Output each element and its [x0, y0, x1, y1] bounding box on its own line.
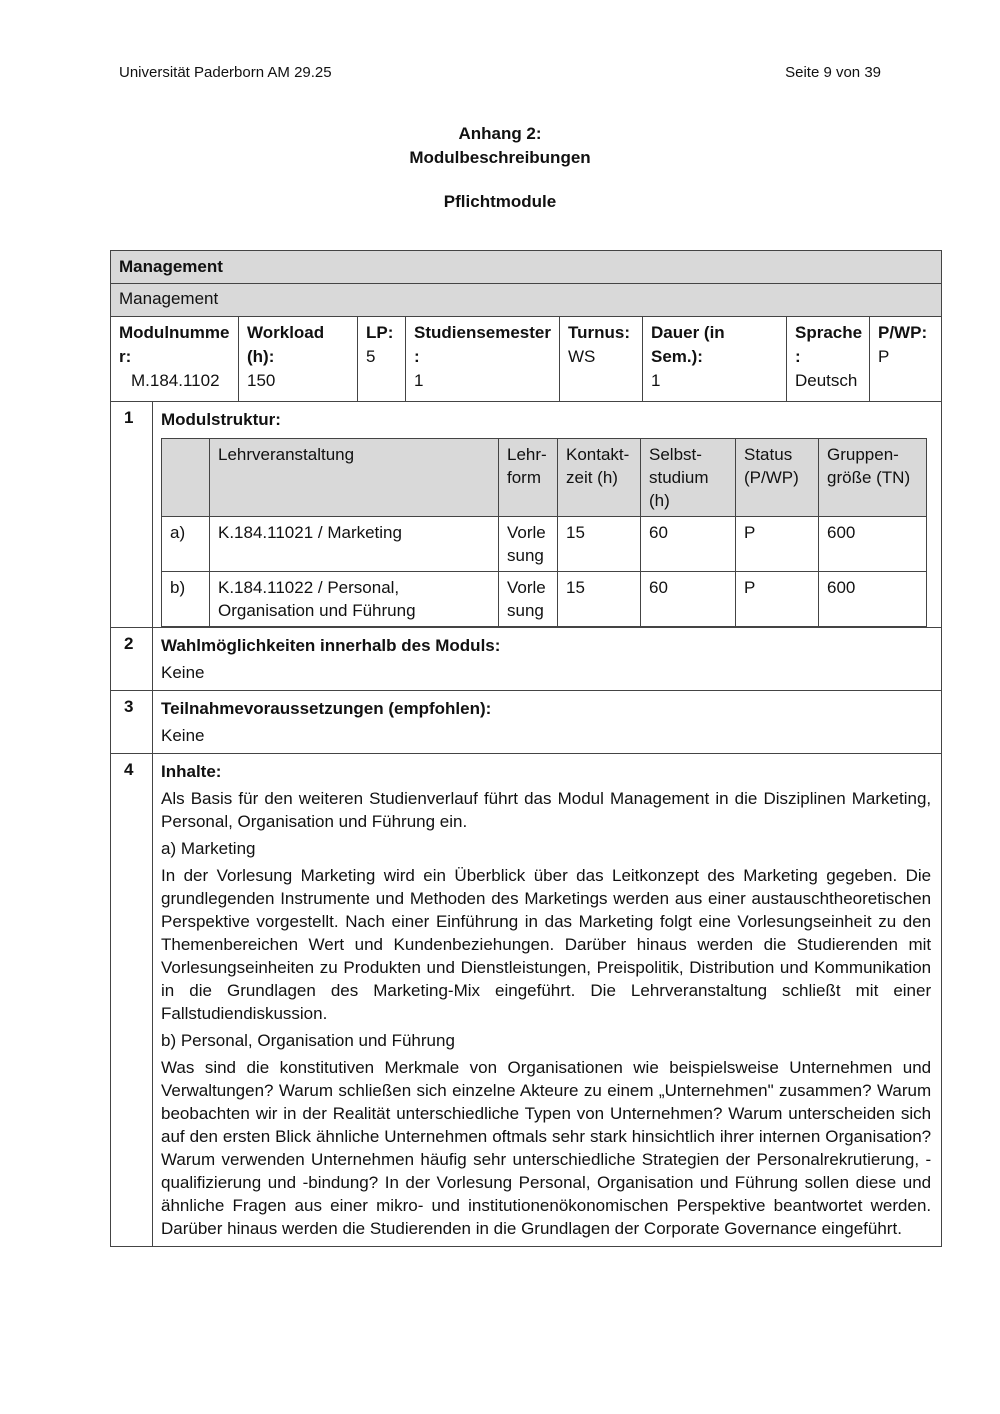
meta-value: 1 [651, 371, 661, 390]
section-heading: Inhalte: [161, 762, 222, 781]
module-title: Management [111, 251, 942, 284]
meta-label: LP: [366, 323, 394, 342]
document-titles [0, 122, 1000, 214]
section-contents [153, 754, 942, 1247]
row-form: Vorle sung [499, 517, 558, 572]
meta-duration [643, 317, 787, 402]
meta-lp [358, 317, 406, 402]
meta-value: 5 [366, 347, 376, 366]
row-group: 600 [819, 517, 927, 572]
row-status: P [736, 572, 819, 627]
meta-value: Deutsch [795, 371, 858, 390]
col-header: Lehrveranstaltung [210, 439, 499, 517]
module-subtitle: Management [111, 284, 942, 317]
contents-a-title: a) Marketing [161, 839, 256, 858]
section-number: 1 [111, 402, 153, 628]
meta-semester [406, 317, 560, 402]
meta-value: 150 [247, 371, 276, 390]
col-header: Lehr- form [499, 439, 558, 517]
meta-workload [239, 317, 358, 402]
section-module-structure [153, 402, 942, 628]
course-table-header [162, 439, 927, 517]
meta-value: P [878, 347, 890, 366]
course-table [161, 438, 927, 627]
contents-b-text: Was sind die konstitutiven Merkmale von Organisationen wie beispielsweise Unternehmen und Verwaltungen? Warum schließen sich einzelne Akteure zu einem „Unternehmen" zusammen? Warum beobachten wir in der Realität unterschiedliche Typen von Unternehmen? Warum unterscheiden sich auf den ersten Blick ähnliche Unternehmen oftmals sehr stark hinsichtlich ihrer internen Organisation? Warum verwenden Unternehmen häufig sehr unterschiedliche Strategien der Personalrekrutierung, -qualifizierung und -bindung? In der Vorlesung Personal, Organisation und Führung sollen diese und ähnliche Fragen aus einer mikro- und institutionenökonomischen Perspektive beantwortet werden. Darüber hinaus werden die Studierenden in die Grundlagen der Corporate Governance eingeführt. [161, 1058, 932, 1238]
meta-language [787, 317, 870, 402]
section-text: Keine [161, 726, 205, 745]
meta-label: Sprache : [795, 323, 863, 366]
title-appendix: Anhang 2: [458, 124, 542, 143]
contents-b-title: b) Personal, Organisation und Führung [161, 1031, 455, 1050]
row-id: b) [162, 572, 210, 627]
meta-label: Workload (h): [247, 323, 325, 366]
meta-value: M.184.1102 [131, 371, 220, 390]
section-heading: Wahlmöglichkeiten innerhalb des Moduls: [161, 636, 501, 655]
row-self: 60 [641, 572, 736, 627]
col-header: Status (P/WP) [736, 439, 819, 517]
meta-pwp [870, 317, 942, 402]
header-empty [162, 439, 210, 517]
row-status: P [736, 517, 819, 572]
row-course: K.184.11021 / Marketing [210, 517, 499, 572]
contents-intro: Als Basis für den weiteren Studienverlauf führt das Modul Management in die Disziplinen Marketing, Personal, Organisation und Führung ein. [161, 789, 932, 831]
section-heading: Modulstruktur: [161, 410, 281, 429]
section-heading: Teilnahmevoraussetzungen (empfohlen): [161, 699, 492, 718]
row-group: 600 [819, 572, 927, 627]
row-contact: 15 [558, 517, 641, 572]
contents-a-text: In der Vorlesung Marketing wird ein Überblick über das Leitkonzept des Marketing gegeben. Die grundlegenden Instrumente und Methoden des Marketings werden aus einer austauschtheoretischen Perspektive vorgestellt. Nach einer Einführung in das Marketing folgt eine Vorlesungseinheit zu den Themenbereichen Wert und Kundenbeziehungen. Darüber hinaus werden die Studierenden mit Vorlesungseinheiten zu Produkten und Dienstleistungen, Preispolitik, Distribution und Kommunikation in die Grundlagen des Marketing-Mix eingeführt. Die Lehrveranstaltung schließt mit einer Fallstudiendiskussion. [161, 866, 932, 1023]
meta-module-number [111, 317, 239, 402]
meta-label: Turnus: [568, 323, 631, 342]
title-module-descriptions: Modulbeschreibungen [409, 148, 591, 167]
meta-value: WS [568, 347, 596, 366]
meta-turnus [560, 317, 643, 402]
title-mandatory-modules: Pflichtmodule [443, 192, 557, 211]
meta-label: P/WP: [878, 323, 928, 342]
col-header: Kontakt- zeit (h) [558, 439, 641, 517]
module-table [110, 250, 942, 1247]
section-prerequisites [153, 691, 942, 754]
col-header: Gruppen- größe (TN) [819, 439, 927, 517]
table-row [162, 517, 927, 572]
row-contact: 15 [558, 572, 641, 627]
page-header-right: Seite 9 von 39 [785, 64, 881, 81]
meta-label: Studiensemester : [414, 323, 551, 366]
meta-label: Modulnumme r: [119, 323, 230, 366]
page-header-left: Universität Paderborn AM 29.25 [119, 64, 332, 81]
row-course: K.184.11022 / Personal, Organisation und Führung [210, 572, 499, 627]
row-self: 60 [641, 517, 736, 572]
section-number: 2 [111, 628, 153, 691]
meta-label: Dauer (in Sem.): [651, 323, 725, 366]
table-row [162, 572, 927, 627]
meta-value: 1 [414, 371, 424, 390]
section-text: Keine [161, 663, 205, 682]
section-number: 3 [111, 691, 153, 754]
row-id: a) [162, 517, 210, 572]
section-number: 4 [111, 754, 153, 1247]
col-header: Selbst- studium (h) [641, 439, 736, 517]
section-options [153, 628, 942, 691]
row-form: Vorle sung [499, 572, 558, 627]
